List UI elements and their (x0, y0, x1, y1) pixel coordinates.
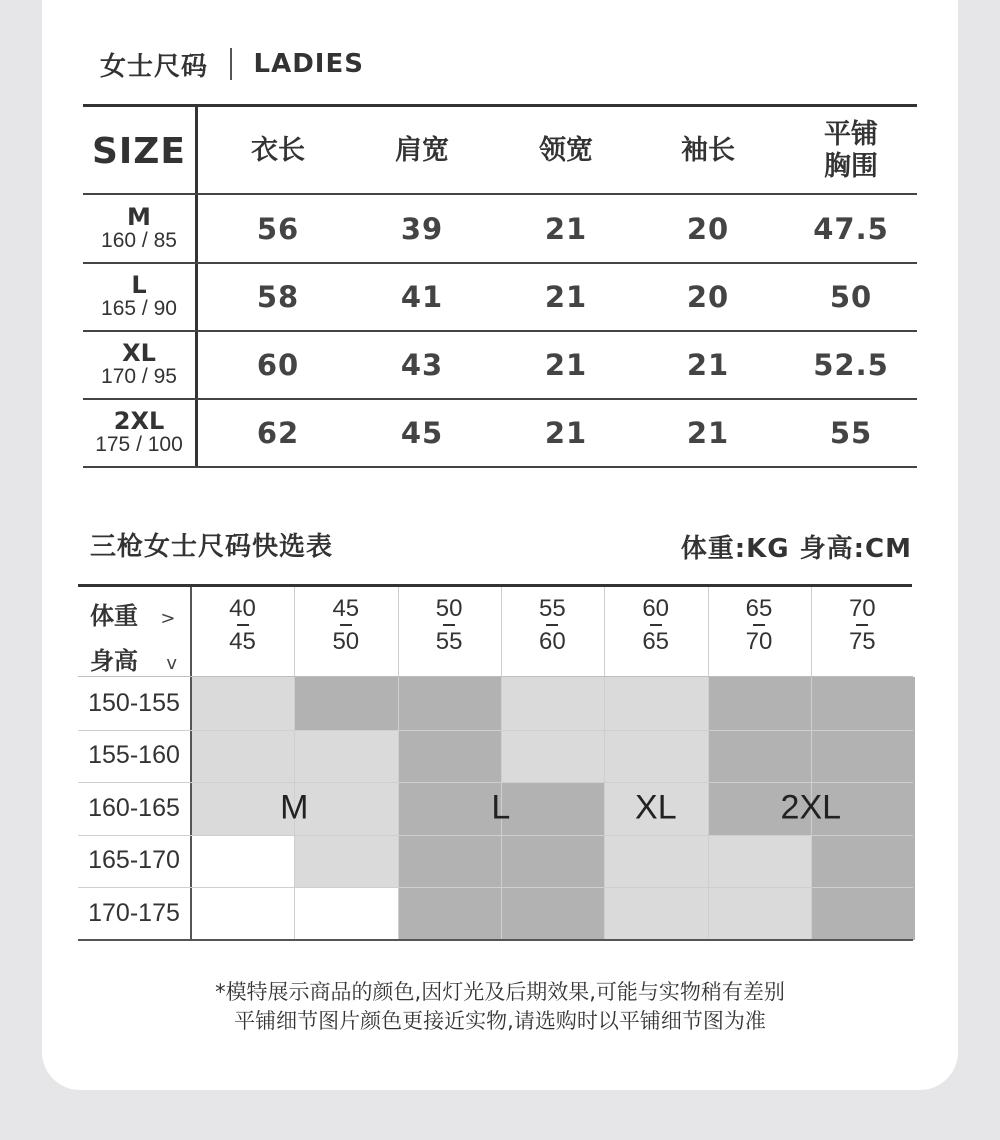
grid-row-line (78, 730, 913, 731)
column-header: 平铺 胸围 (824, 119, 878, 182)
table-cell: 21 (686, 348, 730, 382)
height-axis-label (90, 641, 177, 676)
weight-axis-label (90, 596, 175, 631)
column-header: 肩宽 (395, 135, 449, 166)
range-dash (443, 624, 455, 626)
size-zone-cell (294, 835, 398, 888)
table-cell: 62 (256, 416, 300, 450)
height-range-label: 160-165 (88, 793, 180, 822)
size-zone-cell (604, 730, 708, 783)
size-zone-cell (501, 887, 605, 940)
height-bust: 160 / 85 (101, 229, 177, 252)
range-dash (237, 624, 249, 626)
size-code: M (127, 203, 151, 231)
size-zone-cell (708, 730, 812, 783)
table-cell: 52.5 (813, 348, 889, 382)
section-header (100, 44, 364, 84)
row-size-label (83, 195, 195, 263)
header-title-cn: 女士尺码 (100, 51, 209, 82)
row-size-label (83, 331, 195, 399)
size-zone-cell (398, 835, 502, 888)
size-zone-cell (708, 677, 812, 730)
weight-range-header (604, 596, 707, 672)
height-range-label: 150-155 (88, 688, 180, 717)
weight-to: 45 (229, 628, 256, 655)
header-divider (230, 48, 232, 80)
weight-range-header (294, 596, 397, 672)
size-zone-cell (501, 730, 605, 783)
column-header: 领宽 (539, 135, 593, 166)
weight-to: 50 (332, 628, 360, 655)
weight-range-header (398, 596, 501, 672)
size-zone-cell (811, 835, 915, 888)
row-size-label (83, 399, 195, 467)
column-header: 衣长 (251, 135, 305, 166)
table-cell: 60 (256, 348, 300, 382)
size-zone-cell (398, 677, 502, 730)
table-cell: 21 (544, 280, 588, 314)
table-cell: 43 (400, 348, 444, 382)
weight-range-header (708, 596, 811, 672)
weight-from: 60 (642, 595, 670, 622)
size-zone-cell (708, 887, 812, 940)
size-zone-label: M (280, 788, 309, 827)
range-dash (856, 624, 868, 626)
table-cell: 21 (544, 212, 588, 246)
table-cell: 20 (686, 212, 730, 246)
size-zone-cell (191, 677, 295, 730)
size-zone-label: L (491, 788, 511, 827)
weight-to: 60 (539, 628, 566, 655)
quick-select-title: 三枪女士尺码快选表 (90, 532, 334, 562)
unit-note: 体重:KG 身高:CM (680, 534, 912, 564)
height-range-label: 165-170 (88, 846, 180, 874)
size-zone-cell (501, 677, 605, 730)
grid-bottom-rule (78, 939, 913, 941)
size-zone-cell (398, 782, 502, 835)
weight-range-header (811, 596, 914, 672)
size-zone-cell (604, 887, 708, 940)
weight-from: 70 (848, 595, 876, 622)
table-cell: 20 (686, 280, 730, 314)
height-range-label: 155-160 (88, 741, 180, 769)
weight-from: 55 (539, 595, 566, 622)
table-cell: 21 (544, 416, 588, 450)
weight-to: 55 (435, 628, 463, 655)
range-dash (753, 624, 765, 626)
table-cell: 41 (400, 280, 444, 314)
table-cell: 45 (400, 416, 444, 450)
weight-range-header (501, 596, 604, 672)
size-code: XL (122, 339, 156, 367)
size-zone-cell (811, 887, 915, 940)
table-cell: 56 (256, 212, 300, 246)
size-zone-label: XL (635, 788, 677, 827)
size-zone-cell (811, 677, 915, 730)
table-vertical-rule (195, 107, 198, 467)
table-cell: 55 (829, 416, 873, 450)
size-zone-label: 2XL (780, 788, 842, 827)
range-dash (340, 624, 352, 626)
height-label: 身高 (90, 647, 138, 675)
height-bust: 170 / 95 (101, 365, 177, 388)
table-cell: 39 (400, 212, 444, 246)
weight-from: 40 (229, 595, 256, 622)
height-arrow: v (166, 653, 178, 674)
header-title-en: LADIES (253, 49, 364, 79)
footnote-line-1: *模特展示商品的颜色,因灯光及后期效果,可能与实物稍有差别 (215, 980, 785, 1004)
grid-row-line (78, 782, 913, 783)
size-zone-cell (294, 677, 398, 730)
row-size-label (83, 263, 195, 331)
table-cell: 50 (829, 280, 873, 314)
weight-arrow: > (160, 608, 176, 629)
size-zone-cell (191, 835, 295, 888)
size-code: 2XL (113, 407, 165, 435)
size-zone-cell (604, 835, 708, 888)
weight-from: 45 (332, 595, 360, 622)
grid-top-rule (78, 584, 912, 587)
size-zone-cell (294, 730, 398, 783)
table-cell: 47.5 (813, 212, 889, 246)
grid-row-line (78, 887, 913, 888)
size-code: L (131, 271, 147, 299)
size-zone-cell (708, 835, 812, 888)
weight-to: 75 (848, 628, 876, 655)
size-zone-cell (501, 835, 605, 888)
size-zone-cell (604, 677, 708, 730)
height-range-label: 170-175 (88, 898, 180, 927)
height-bust: 175 / 100 (95, 433, 183, 456)
height-bust: 165 / 90 (101, 297, 177, 320)
grid-row-line (78, 835, 913, 836)
table-cell: 21 (686, 416, 730, 450)
table-cell: 21 (544, 348, 588, 382)
size-zone-cell (191, 730, 295, 783)
size-zone-cell (501, 782, 605, 835)
size-zone-cell (191, 887, 295, 940)
size-zone-cell (811, 730, 915, 783)
table-cell: 58 (256, 280, 300, 314)
weight-from: 50 (435, 595, 463, 622)
grid-header-line (78, 676, 913, 677)
weight-range-header (191, 596, 294, 672)
weight-to: 70 (745, 628, 773, 655)
size-zone-cell (398, 887, 502, 940)
size-zone-cell (294, 782, 398, 835)
weight-to: 65 (642, 628, 670, 655)
range-dash (546, 624, 558, 626)
size-zone-cell (294, 887, 398, 940)
weight-from: 65 (745, 595, 773, 622)
column-header: 袖长 (681, 135, 735, 166)
size-column-header: SIZE (91, 130, 187, 172)
size-zone-cell (398, 730, 502, 783)
footnote-line-2: 平铺细节图片颜色更接近实物,请选购时以平铺细节图为准 (234, 1009, 766, 1033)
weight-label: 体重 (90, 602, 138, 630)
range-dash (650, 624, 662, 626)
